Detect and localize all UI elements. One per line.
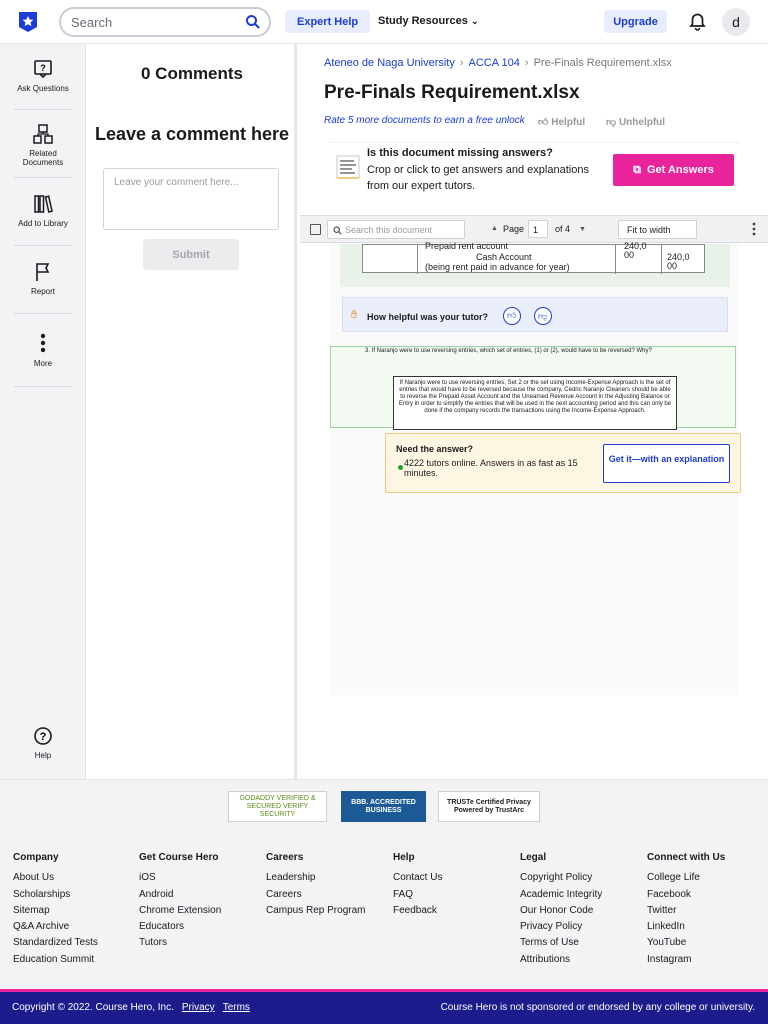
truste-badge[interactable]: TRUSTe Certified Privacy Powered by TrustArc bbox=[438, 791, 540, 822]
missing-answers-banner bbox=[330, 142, 740, 192]
sidebar-item-label: Ask Questions bbox=[17, 84, 69, 93]
divider bbox=[14, 386, 72, 387]
table-cell: 240,0 bbox=[667, 252, 690, 262]
submit-comment-button[interactable]: Submit bbox=[143, 239, 239, 270]
zoom-select[interactable]: Fit to width bbox=[618, 220, 697, 239]
terms-link[interactable]: Terms bbox=[222, 1002, 250, 1013]
bbb-badge[interactable]: BBB. ACCREDITED BUSINESS bbox=[341, 791, 426, 822]
chevron-down-icon: ⌄ bbox=[470, 16, 479, 26]
document-lines-icon bbox=[334, 153, 362, 181]
unhelpful-button[interactable] bbox=[606, 116, 665, 128]
left-sidebar bbox=[0, 44, 86, 779]
svg-text:?: ? bbox=[40, 63, 46, 73]
document-viewer[interactable] bbox=[330, 241, 738, 695]
footer-link[interactable]: Facebook bbox=[647, 888, 691, 900]
footer-link[interactable]: Feedback bbox=[393, 904, 437, 916]
get-answers-button[interactable] bbox=[613, 154, 734, 186]
course-hero-logo-icon[interactable] bbox=[17, 11, 39, 33]
page-number-input[interactable]: 1 bbox=[528, 220, 548, 238]
footer-heading: Connect with Us bbox=[647, 852, 726, 863]
footer-link[interactable]: Education Summit bbox=[13, 953, 95, 965]
footer-heading: Careers bbox=[266, 852, 304, 863]
footer-heading: Help bbox=[393, 852, 415, 863]
get-explanation-button[interactable]: Get it—with an explanation bbox=[603, 444, 730, 483]
search-placeholder: Search bbox=[71, 14, 113, 30]
table-divider bbox=[615, 245, 616, 274]
divider bbox=[14, 109, 72, 110]
clapping-hands-icon: ✋︎ bbox=[351, 309, 358, 321]
footer-link[interactable]: Campus Rep Program bbox=[266, 904, 366, 916]
need-answer-heading: Need the answer? bbox=[396, 444, 474, 454]
table-divider bbox=[661, 245, 662, 274]
footer-column-connect bbox=[647, 850, 725, 968]
page-title: Pre-Finals Requirement.xlsx bbox=[324, 82, 580, 103]
thumbs-down-button[interactable] bbox=[534, 307, 552, 325]
page-count: of 4 bbox=[555, 224, 571, 234]
thumbs-up-icon: 👍︎ bbox=[507, 310, 517, 320]
footer-link[interactable]: Copyright Policy bbox=[520, 872, 593, 884]
tutor-rating-question: How helpful was your tutor? bbox=[367, 312, 488, 322]
footer-link[interactable]: Our Honor Code bbox=[520, 904, 594, 916]
footer-heading: Get Course Hero bbox=[139, 852, 219, 863]
help-circle-icon bbox=[33, 726, 53, 746]
footer-link[interactable]: Standardized Tests bbox=[13, 937, 98, 949]
unhelpful-label: Unhelpful bbox=[618, 117, 666, 128]
footer bbox=[0, 779, 768, 989]
svg-text:?: ? bbox=[39, 731, 47, 743]
table-cell: Cash Account bbox=[476, 252, 532, 262]
crop-icon: ⧉ bbox=[633, 163, 641, 176]
footer-link[interactable]: iOS bbox=[139, 872, 156, 884]
top-bar bbox=[0, 0, 768, 44]
chevron-right-icon: › bbox=[524, 57, 529, 69]
footer-link[interactable]: Chrome Extension bbox=[139, 904, 222, 916]
bell-icon[interactable] bbox=[689, 13, 706, 31]
question-bubble-icon bbox=[33, 59, 53, 79]
sidebar-item-ask-questions[interactable] bbox=[14, 59, 72, 93]
footer-link[interactable]: Scholarships bbox=[13, 888, 71, 900]
answer-table-highlight bbox=[340, 241, 730, 287]
upgrade-button[interactable]: Upgrade bbox=[604, 10, 667, 33]
study-resources-menu[interactable] bbox=[378, 15, 478, 27]
sidebar-item-label: Add to Library bbox=[18, 219, 68, 228]
table-cell: 00 bbox=[624, 250, 635, 260]
footer-link[interactable]: Leadership bbox=[266, 872, 316, 884]
more-vertical-icon bbox=[33, 332, 53, 354]
copyright-bar bbox=[0, 989, 768, 1024]
comments-count-title: 0 Comments bbox=[140, 64, 244, 83]
footer-link[interactable]: Tutors bbox=[139, 937, 167, 949]
missing-answers-heading: Is this document missing answers? bbox=[367, 147, 553, 159]
footer-link[interactable]: Sitemap bbox=[13, 904, 50, 916]
expert-help-button[interactable]: Expert Help bbox=[285, 10, 370, 33]
sidebar-item-label: More bbox=[33, 359, 53, 368]
table-cell: 240,0 bbox=[624, 241, 647, 251]
avatar[interactable]: d bbox=[722, 8, 750, 36]
study-resources-label: Study Resources bbox=[378, 15, 468, 27]
footer-link[interactable]: College Life bbox=[647, 872, 700, 884]
chevron-right-icon: › bbox=[459, 57, 464, 69]
breadcrumb-current: Pre-Finals Requirement.xlsx bbox=[533, 57, 672, 69]
sidebar-item-more[interactable] bbox=[14, 332, 72, 368]
footer-link[interactable]: Careers bbox=[266, 888, 302, 900]
missing-answers-text: Crop or click to get answers and explanations from our expert tutors. bbox=[367, 164, 589, 192]
document-main bbox=[300, 44, 768, 779]
table-divider bbox=[417, 245, 418, 274]
footer-link[interactable]: LinkedIn bbox=[647, 921, 685, 933]
related-documents-icon bbox=[33, 124, 53, 144]
library-icon bbox=[33, 194, 53, 214]
copyright-text: Copyright © 2022. Course Hero, Inc. bbox=[12, 1002, 174, 1013]
sidebar-item-label: Help bbox=[34, 751, 52, 760]
thumbs-up-button[interactable] bbox=[503, 307, 521, 325]
page-down-icon[interactable]: ▼ bbox=[579, 226, 586, 233]
rate-documents-link[interactable]: Rate 5 more documents to earn a free unlock bbox=[324, 115, 525, 126]
search-icon bbox=[333, 226, 342, 235]
divider bbox=[14, 245, 72, 246]
thumbs-down-icon: 👎︎ bbox=[606, 117, 617, 128]
table-cell: 00 bbox=[667, 261, 678, 271]
flag-icon bbox=[33, 262, 53, 282]
footer-link[interactable]: YouTube bbox=[647, 937, 687, 949]
table-cell: Prepaid rent account bbox=[425, 241, 509, 251]
thumbs-up-icon: 👍︎ bbox=[538, 117, 549, 128]
question-3-block[interactable] bbox=[330, 346, 736, 428]
sidebar-item-label: Report bbox=[30, 287, 55, 296]
footer-link[interactable]: Contact Us bbox=[393, 872, 443, 884]
document-toolbar bbox=[300, 215, 768, 243]
footer-heading: Legal bbox=[520, 852, 547, 863]
document-search-placeholder: Search this document bbox=[345, 225, 433, 235]
footer-link[interactable]: Educators bbox=[139, 921, 185, 933]
question-3-answer: If Naranjo were to use reversing entries, Set 2 or the set using Income-Expense Approach is the set of entries that would have to be reversed because the company, Cedric Naranjo Cleaners should be able to reverse the Prepaid Asset Account and the Unearned Revenue Account in the Adjusting Balance or Entry in order to simplify the entries that will be used in the next accounting period and this can only be done if the company records the transactions using the Income-Expense Approach. bbox=[393, 376, 677, 430]
sidebar-item-help[interactable] bbox=[14, 726, 72, 760]
search-input[interactable] bbox=[59, 7, 271, 37]
search-icon[interactable] bbox=[245, 14, 261, 30]
journal-entry-table bbox=[362, 241, 705, 273]
leave-comment-heading: Leave a comment here bbox=[94, 124, 290, 144]
tutor-rating-bar bbox=[342, 297, 728, 332]
footer-link[interactable]: Privacy Policy bbox=[520, 921, 583, 933]
footer-heading: Company bbox=[13, 852, 59, 863]
online-dot-icon bbox=[398, 465, 403, 470]
question-3-text: 3. If Naranjo were to use reversing entries, which set of entries, (1) or (2), would have to be reversed? Why? bbox=[365, 348, 652, 354]
footer-column-legal bbox=[520, 850, 602, 968]
footer-link[interactable]: FAQ bbox=[393, 888, 414, 900]
breadcrumb-school-link[interactable]: Ateneo de Naga University bbox=[324, 57, 455, 69]
sidebar-item-related-documents[interactable] bbox=[14, 124, 72, 167]
footer-link[interactable]: Q&A Archive bbox=[13, 921, 70, 933]
comment-textarea[interactable] bbox=[103, 168, 279, 230]
footer-column-company bbox=[13, 850, 98, 968]
page-up-icon[interactable]: ▲ bbox=[491, 225, 498, 232]
comments-panel bbox=[87, 44, 297, 779]
sidebar-toggle-icon[interactable] bbox=[310, 224, 321, 235]
privacy-link[interactable]: Privacy bbox=[181, 1002, 215, 1013]
get-answers-label: Get Answers bbox=[647, 164, 714, 176]
thumbs-down-icon: 👎︎ bbox=[538, 311, 548, 321]
document-search-input[interactable] bbox=[327, 220, 465, 239]
footer-link[interactable]: Academic Integrity bbox=[520, 888, 603, 900]
copyright-group bbox=[12, 1002, 250, 1013]
need-answer-card bbox=[385, 433, 741, 493]
divider bbox=[14, 177, 72, 178]
table-cell: (being rent paid in advance for year) bbox=[425, 262, 570, 272]
breadcrumb bbox=[324, 57, 672, 69]
breadcrumb-course-link[interactable]: ACCA 104 bbox=[468, 57, 520, 69]
helpful-button[interactable] bbox=[538, 116, 585, 128]
divider bbox=[14, 313, 72, 314]
more-vertical-icon[interactable] bbox=[752, 222, 756, 236]
footer-link[interactable]: Instagram bbox=[647, 953, 692, 965]
footer-link[interactable]: Attributions bbox=[520, 953, 571, 965]
footer-column-get-course-hero bbox=[139, 850, 221, 952]
footer-link[interactable]: Terms of Use bbox=[520, 937, 579, 949]
footer-column-careers bbox=[266, 850, 365, 919]
godaddy-badge[interactable]: GODADDY VERIFIED & SECURED VERIFY SECURITY bbox=[228, 791, 327, 822]
helpful-label: Helpful bbox=[551, 117, 586, 128]
footer-column-help bbox=[393, 850, 442, 919]
comment-placeholder: Leave your comment here... bbox=[114, 177, 239, 188]
disclaimer-text: Course Hero is not sponsored or endorsed by any college or university. bbox=[440, 1002, 755, 1013]
page-label: Page bbox=[503, 224, 525, 234]
footer-link[interactable]: Twitter bbox=[647, 904, 677, 916]
footer-link[interactable]: Android bbox=[139, 888, 174, 900]
sidebar-item-report[interactable] bbox=[14, 262, 72, 296]
sidebar-item-add-to-library[interactable] bbox=[14, 194, 72, 228]
sidebar-item-label: Related Documents bbox=[22, 149, 64, 167]
footer-link[interactable]: About Us bbox=[13, 872, 55, 884]
tutors-online-text: 4222 tutors online. Answers in as fast as 15 minutes. bbox=[404, 458, 578, 478]
